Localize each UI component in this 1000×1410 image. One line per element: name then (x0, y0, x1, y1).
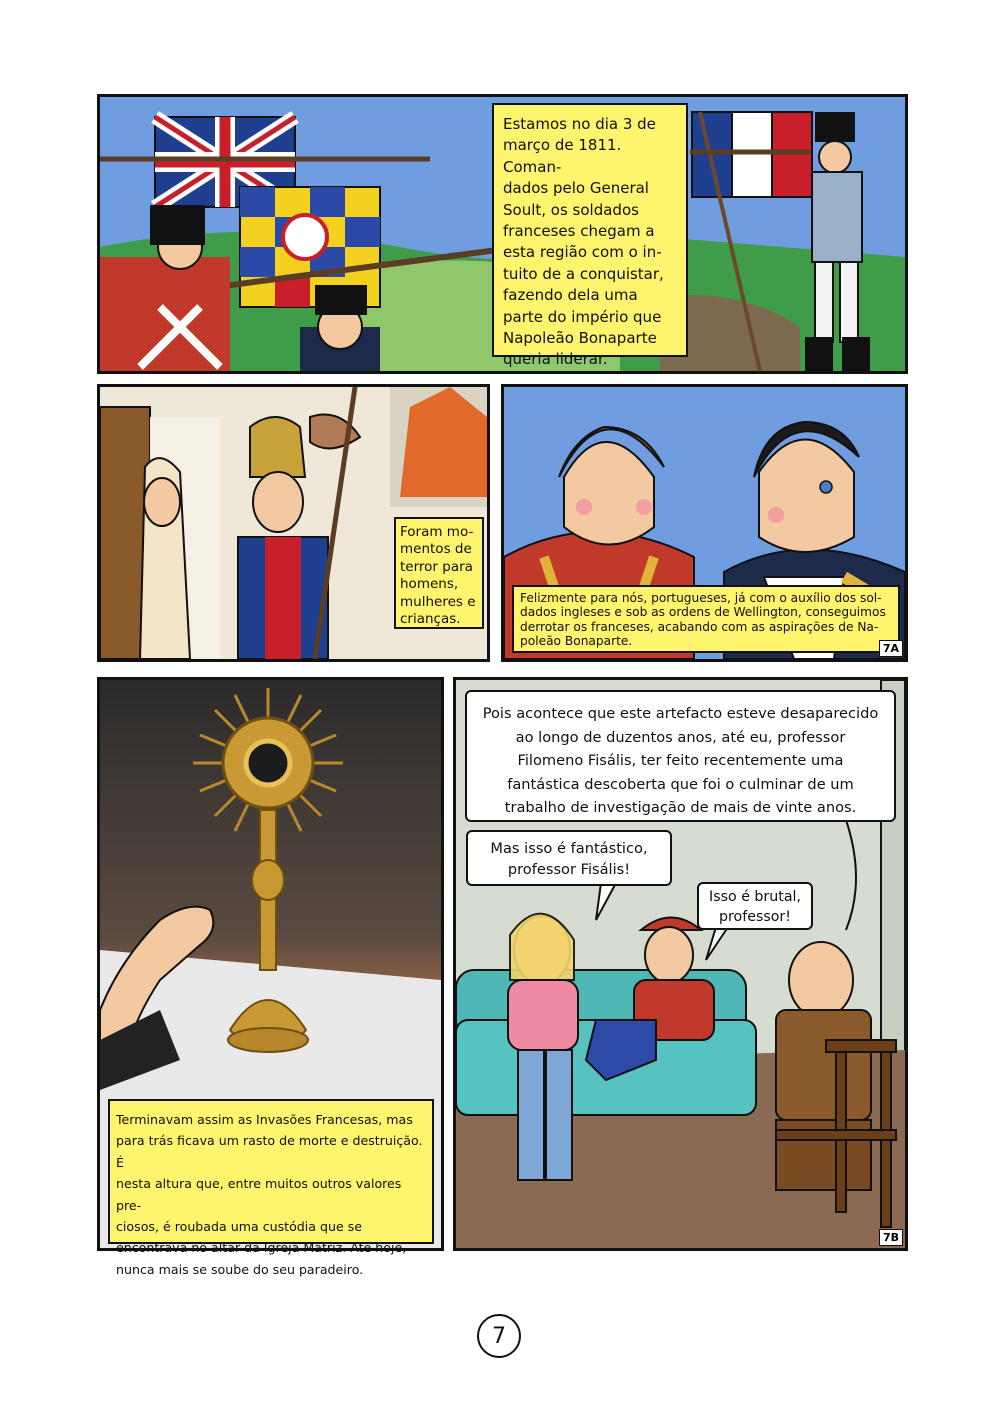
caption-line: Felizmente para nós, portugueses, já com o auxílio dos sol- (520, 591, 882, 605)
panel-terror-scene (97, 384, 490, 662)
panel2-caption (394, 517, 484, 629)
caption-line: Soult, os soldados (503, 200, 639, 219)
caption-line: nesta altura que, entre muitos outros valores pre- (116, 1176, 402, 1213)
caption-line: homens, (400, 576, 459, 593)
caption-line: queria liderar. (503, 350, 608, 369)
caption-line: tuito de a conquistar, (503, 264, 664, 283)
bubble-line: professor Fisális! (507, 861, 631, 879)
caption-line: terror para (400, 558, 473, 575)
caption-line: Estamos no dia 3 de (503, 115, 656, 133)
caption-line: nunca mais se soube do seu paradeiro. (116, 1261, 364, 1277)
boy-speech-bubble (697, 882, 813, 930)
caption-line: dados pelo General (503, 179, 649, 198)
panel-living-room (453, 677, 908, 1251)
bubble-line: Pois acontece que este artefacto esteve desaparecido (482, 705, 879, 722)
panel-monstrance (97, 677, 444, 1277)
panel-tag-7b: 7B (879, 1229, 903, 1246)
caption-line: mulheres e (400, 593, 476, 610)
caption-line: crianças. (400, 611, 461, 628)
caption-line: fazendo dela uma (503, 286, 638, 305)
bubble-line: fantástica descoberta que foi o culminar de um (507, 775, 854, 793)
girl-figure (508, 914, 578, 1180)
caption-line: Terminavam assim as Invasões Francesas, mas (116, 1112, 413, 1127)
bubble-line: Filomeno Fisális, ter feito recentemente uma (517, 752, 844, 770)
caption-line: mentos de (400, 541, 472, 558)
panel-battle-scene (97, 94, 908, 374)
caption-line: esta região com o in- (503, 243, 662, 262)
panel3-caption (512, 585, 900, 653)
caption-line: franceses chegam a (503, 222, 655, 241)
caption-line: derrotar os franceses, acabando com as aspirações de Na- (520, 619, 879, 634)
panel-tag-7a: 7A (879, 640, 903, 657)
caption-line: poleão Bonaparte. (520, 634, 633, 649)
caption-line: Napoleão Bonaparte (503, 329, 657, 348)
caption-line: março de 1811. Coman- (503, 136, 622, 176)
caption-line: ciosos, é roubada uma custódia que se (116, 1219, 363, 1235)
caption-line: parte do império que (503, 307, 662, 326)
page-number: 7 (492, 1323, 506, 1349)
caption-line: para trás ficava um rasto de morte e destruição. É (116, 1133, 423, 1170)
caption-line: Foram mo- (400, 524, 474, 540)
professor-speech-bubble (465, 690, 896, 822)
panel-wellington-napoleon (501, 384, 908, 662)
panel1-caption (492, 103, 688, 369)
caption-line: dados ingleses e sob as ordens de Wellington, conseguimos (520, 605, 886, 620)
page-number-circle (477, 1314, 521, 1358)
bubble-line: ao longo de duzentos anos, até eu, professor (515, 728, 846, 746)
caption-line: encontrava no altar da Igreja Matriz. Até hoje, (116, 1240, 407, 1256)
panel4-caption (108, 1099, 434, 1277)
bubble-line: professor! (719, 908, 791, 925)
bubble-line: Isso é brutal, (709, 889, 801, 905)
bubble-line: trabalho de investigação de mais de vinte anos. (504, 799, 857, 817)
girl-speech-bubble (466, 830, 672, 886)
bubble-line: Mas isso é fantástico, (490, 840, 648, 857)
